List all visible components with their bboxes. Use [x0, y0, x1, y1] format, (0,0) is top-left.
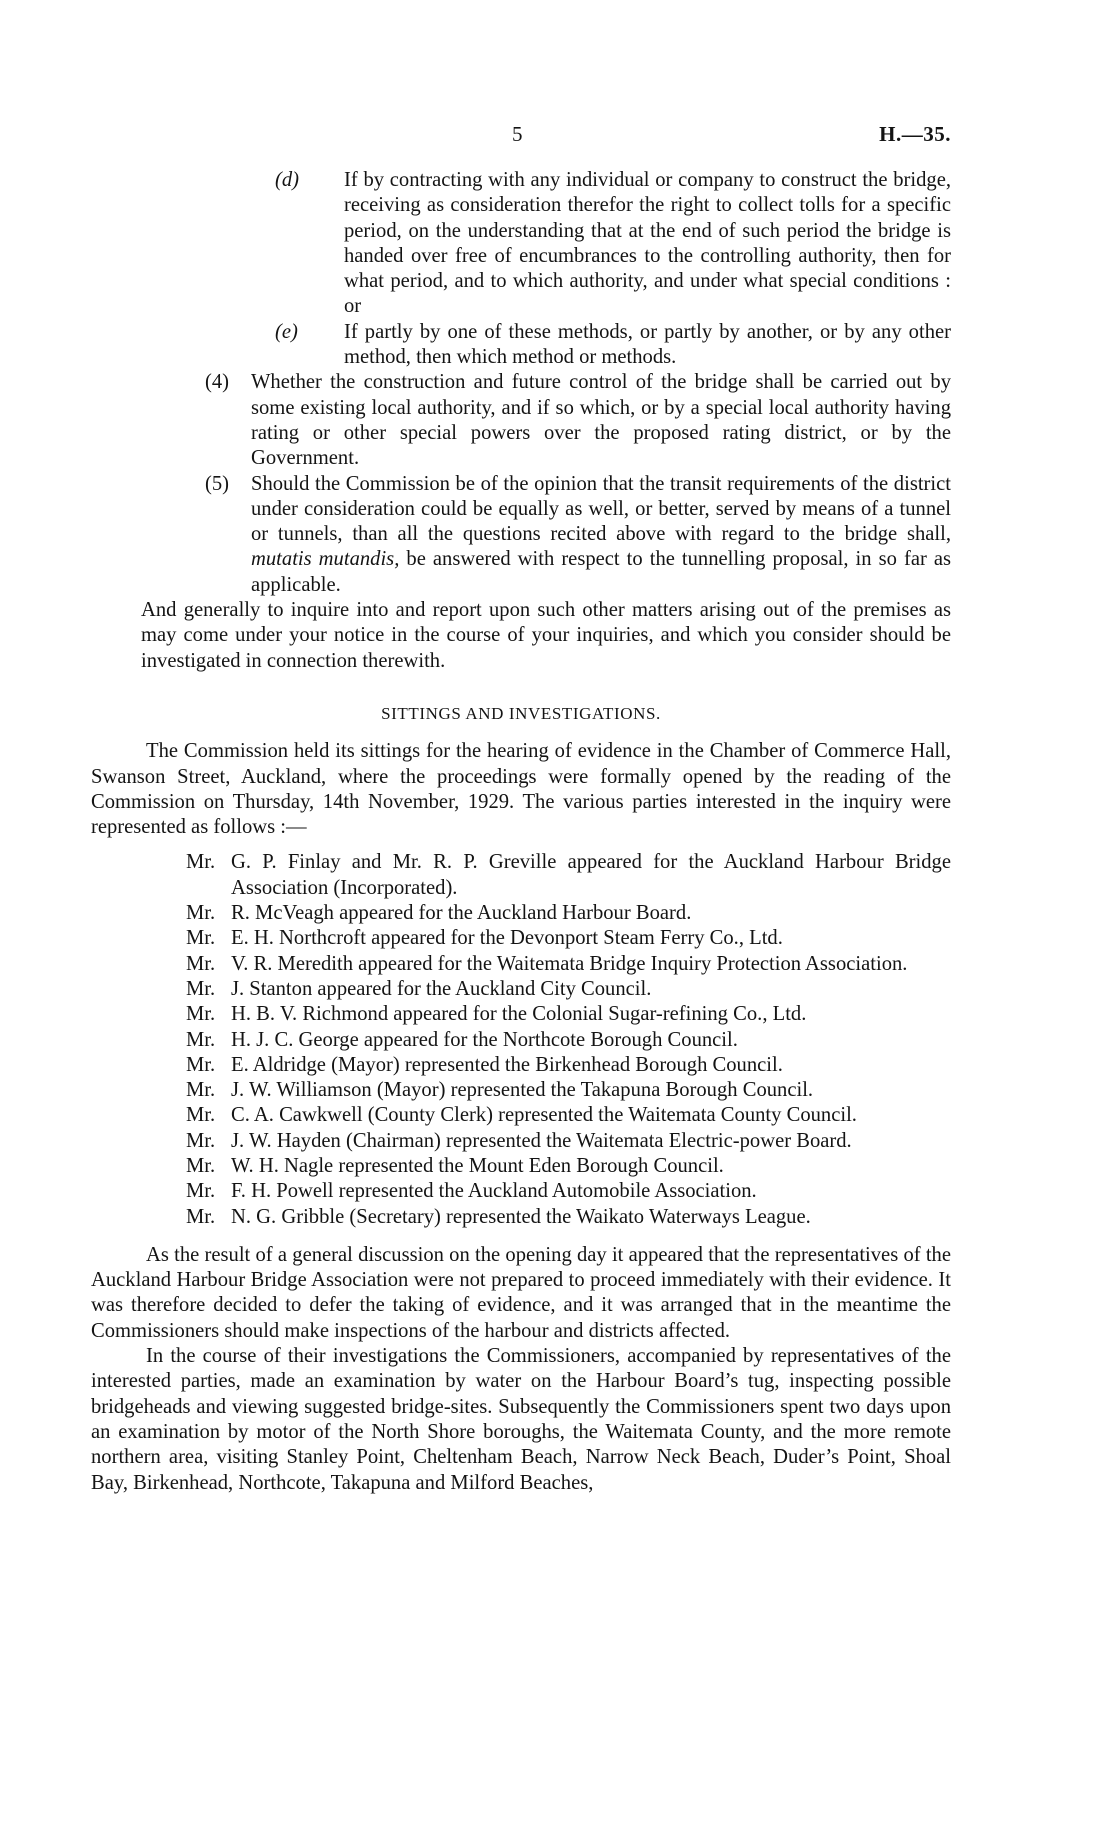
representative-item: Mr. E. H. Northcroft appeared for the Devonport Steam Ferry Co., Ltd.	[186, 927, 783, 950]
clause-e-text: If partly by one of these methods, or partly by another, or by any other method, then which method or methods.	[344, 320, 951, 369]
clause-5	[91, 472, 951, 598]
representative-item: Mr. W. H. Nagle represented the Mount Eden Borough Council.	[186, 1154, 724, 1177]
section-heading: SITTINGS AND INVESTIGATIONS.	[381, 703, 661, 723]
document-body	[91, 168, 951, 1496]
clause-4-label: (4)	[205, 371, 230, 394]
representative-item: Mr. V. R. Meredith appeared for the Waitemata Bridge Inquiry Protection Association.	[186, 952, 908, 975]
clause-4	[91, 370, 951, 471]
page-header	[0, 122, 1114, 152]
clause-5-label: (5)	[205, 472, 230, 495]
representative-item: Mr. J. W. Hayden (Chairman) represented the Waitemata Electric-power Board.	[186, 1129, 852, 1152]
representative-item: Mr. E. Aldridge (Mayor) represented the Birkenhead Borough Council.	[186, 1053, 783, 1076]
result-paragraph: As the result of a general discussion on the opening day it appeared that the representatives of the Auckland Harbour Bridge Association were not prepared to proceed immediately with their evidence. It was therefore decided to defer the taking of evidence, and it was arranged that in the meantime the Commissioners should make inspections of the harbour and districts affected.	[91, 1243, 951, 1342]
sittings-paragraph: The Commission held its sittings for the hearing of evidence in the Chamber of Commerce Hall, Swanson Street, Auckland, where the proceedings were formally opened by the reading of the Commission on Thursday, 14th November, 1929. The various parties interested in the inquiry were represented as follows :—	[91, 740, 951, 839]
representative-item: Mr. J. Stanton appeared for the Auckland City Council.	[186, 977, 652, 1000]
representatives-list	[91, 850, 951, 1229]
clause-5-text-b: be answered with respect to the tunnelling proposal, in so far as applicable.	[251, 548, 952, 596]
representative-item: Mr. H. B. V. Richmond appeared for the Colonial Sugar-refining Co., Ltd.	[186, 1003, 807, 1026]
representative-item: Mr. G. P. Finlay and Mr. R. P. Greville appeared for the Auckland Harbour Bridge Association (Incorporated).	[186, 851, 951, 899]
document-reference: H.—35.	[879, 122, 951, 146]
representative-item: Mr. N. G. Gribble (Secretary) represented the Waikato Waterways League.	[186, 1205, 811, 1228]
representative-item: Mr. H. J. C. George appeared for the Northcote Borough Council.	[186, 1028, 738, 1051]
representative-item: Mr. R. McVeagh appeared for the Auckland Harbour Board.	[186, 902, 692, 925]
representative-item: Mr. J. W. Williamson (Mayor) represented the Takapuna Borough Council.	[186, 1079, 814, 1102]
clause-4-text: Whether the construction and future control of the bridge shall be carried out by some existing local authority, and if so which, or by a special local authority having rating or other special powers over the proposed rating district, or by the Government.	[251, 371, 951, 470]
representative-item: Mr. F. H. Powell represented the Auckland Automobile Association.	[186, 1180, 757, 1203]
course-paragraph: In the course of their investigations the Commissioners, accompanied by representatives of the interested parties, made an examination by water on the Harbour Board’s tug, inspecting possible bridgeheads and viewing suggested bridge-sites. Subsequently the Commissioners spent two days upon an examination by motor of the North Shore boroughs, the Waitemata County, and the more remote northern area, visiting Stanley Point, Cheltenham Beach, Narrow Neck Beach, Duder’s Point, Shoal Bay, Birkenhead, Northcote, Takapuna and Milford Beaches,	[91, 1345, 951, 1494]
general-clause: And generally to inquire into and report upon such other matters arising out of the premises as may come under your notice in the course of your inquiries, and which you consider should be investigated in connection therewith.	[141, 599, 951, 672]
page-number: 5	[512, 122, 523, 146]
clause-e	[91, 320, 951, 371]
clause-5-italic: mutatis mutandis,	[251, 548, 400, 571]
clause-d-label: (d)	[275, 169, 300, 191]
clause-d	[91, 168, 951, 320]
clause-5-text-a: Should the Commission be of the opinion that the transit requirements of the district under consideration could be equally as well, or better, served by means of a tunnel or tunnels, than all the questions recited above with regard to the bridge shall,	[251, 472, 951, 546]
representative-item: Mr. C. A. Cawkwell (County Clerk) represented the Waitemata County Council.	[186, 1104, 857, 1127]
clause-d-text: If by contracting with any individual or company to construct the bridge, receiving as consideration therefor the right to collect tolls for a specific period, on the understanding that at the end of such period the bridge is handed over free of encumbrances to the controlling authority, then for what period, and to which authority, and under what special conditions : or	[344, 169, 951, 318]
clause-e-label: (e)	[275, 320, 298, 343]
